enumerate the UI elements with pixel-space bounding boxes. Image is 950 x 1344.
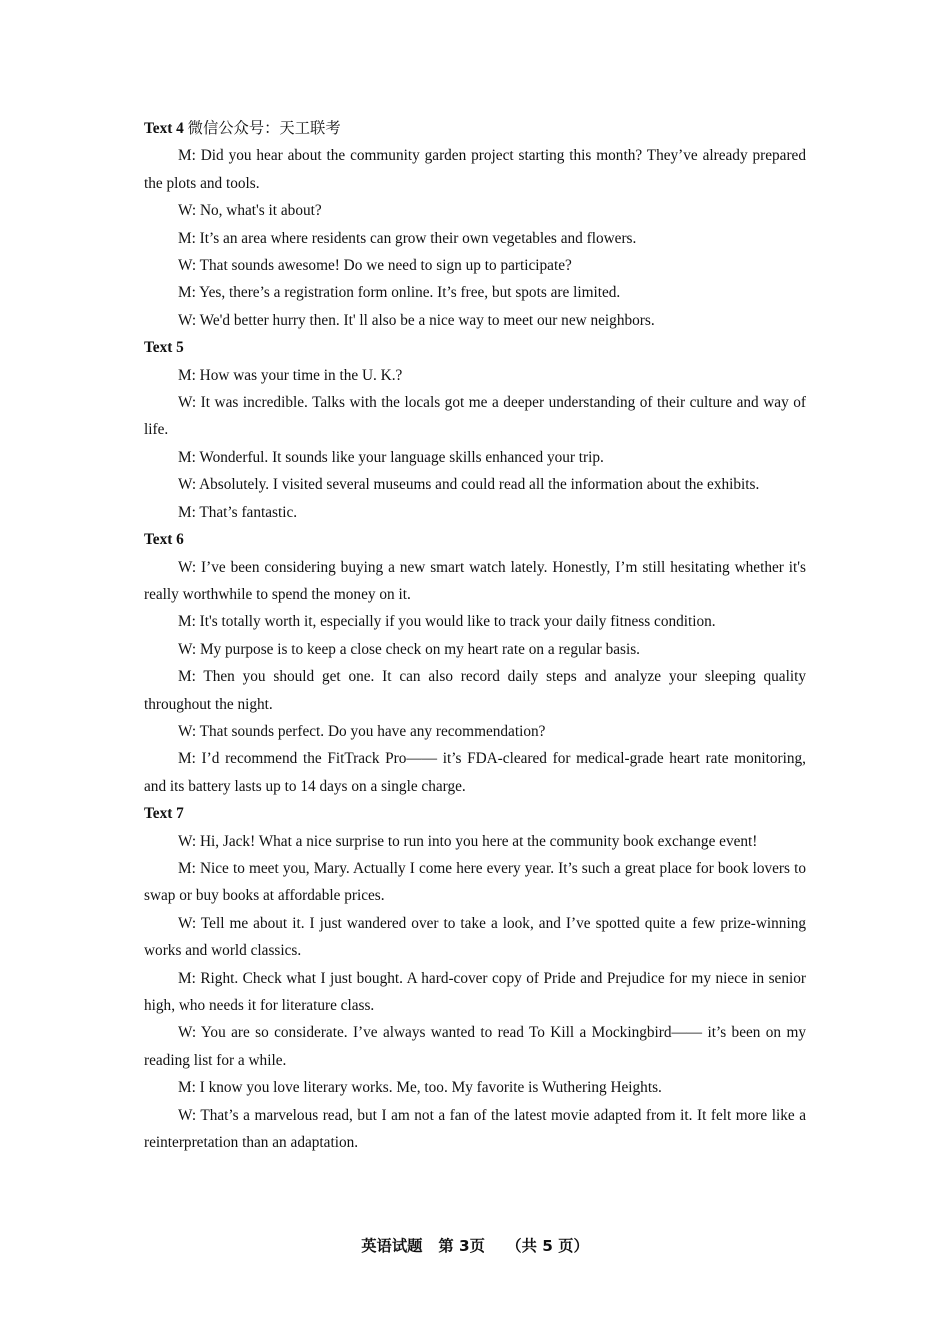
section-heading xyxy=(144,526,806,553)
dialogue-line: W: Tell me about it. I just wandered over to take a look, and I’ve spotted quite a few prize-winning works and world classics. xyxy=(144,914,806,960)
dialogue-line: M: Right. Check what I just bought. A hard-cover copy of Pride and Prejudice for my niece in senior high, who needs it for literature class. xyxy=(144,969,806,1014)
section-heading xyxy=(144,115,806,142)
dialogue-line: M: How was your time in the U. K.? xyxy=(178,366,403,384)
dialogue-line: W: Absolutely. I visited several museums and could read all the information about the exhibits. xyxy=(178,476,760,494)
dialogue-line: M: I’d recommend the FitTrack Pro—— it’s FDA-cleared for medical-grade heart rate monitoring, and its battery lasts up to 14 days on a single charge. xyxy=(144,750,806,795)
section-title: Text 4 xyxy=(144,120,184,137)
section-heading xyxy=(144,800,806,827)
footer-subject: 英语试题 xyxy=(361,1237,423,1255)
dialogue-line: W: I’ve been considering buying a new smart watch lately. Honestly, I’m still hesitating whether it's really worthwhile to spend the money on it. xyxy=(144,558,806,603)
dialogue-line: W: That sounds perfect. Do you have any recommendation? xyxy=(178,722,546,740)
section-title: Text 5 xyxy=(144,339,184,357)
dialogue-line: M: Wonderful. It sounds like your language skills enhanced your trip. xyxy=(178,448,604,466)
dialogue-line: M: Then you should get one. It can also record daily steps and analyze your sleeping quality throughout the night. xyxy=(144,668,806,713)
dialogue-line: W: Hi, Jack! What a nice surprise to run into you here at the community book exchange event! xyxy=(178,832,758,850)
dialogue-line: M: Did you hear about the community garden project starting this month? They’ve already prepared the plots and tools. xyxy=(144,147,806,192)
dialogue-line: M: Nice to meet you, Mary. Actually I come here every year. It’s such a great place for book lovers to swap or buy books at affordable prices. xyxy=(144,859,806,905)
dialogue-line: W: No, what's it about? xyxy=(178,202,322,220)
page-footer xyxy=(0,1233,950,1260)
dialogue-line: W: That’s a marvelous read, but I am not a fan of the latest movie adapted from it. It felt more like a reinterpretation than an adaptation. xyxy=(144,1106,806,1152)
dialogue-line: M: That’s fantastic. xyxy=(178,503,298,521)
section-watermark-note: 微信公众号：天工联考 xyxy=(187,120,341,137)
dialogue-line: M: I know you love literary works. Me, too. My favorite is Wuthering Heights. xyxy=(178,1079,662,1097)
section-heading xyxy=(144,334,806,361)
footer-page-total: （共 5 页） xyxy=(506,1237,589,1255)
dialogue-line: M: Yes, there’s a registration form online. It’s free, but spots are limited. xyxy=(178,284,621,302)
dialogue-line: W: My purpose is to keep a close check on my heart rate on a regular basis. xyxy=(178,640,641,658)
section-title: Text 7 xyxy=(144,805,184,823)
dialogue-line: M: It’s an area where residents can grow their own vegetables and flowers. xyxy=(178,229,637,247)
transcript-body xyxy=(144,115,806,1156)
section-title: Text 6 xyxy=(144,531,184,549)
dialogue-line: W: We'd better hurry then. It' ll also be a nice way to meet our new neighbors. xyxy=(178,311,655,329)
footer-page-number: 第 3页 xyxy=(438,1237,485,1255)
dialogue-line: W: It was incredible. Talks with the locals got me a deeper understanding of their culture and way of life. xyxy=(144,394,806,439)
dialogue-line: M: It's totally worth it, especially if you would like to track your daily fitness condition. xyxy=(178,613,716,631)
dialogue-line: W: That sounds awesome! Do we need to sign up to participate? xyxy=(178,257,572,275)
dialogue-line: W: You are so considerate. I’ve always wanted to read To Kill a Mockingbird—— it’s been on my reading list for a while. xyxy=(144,1024,806,1069)
